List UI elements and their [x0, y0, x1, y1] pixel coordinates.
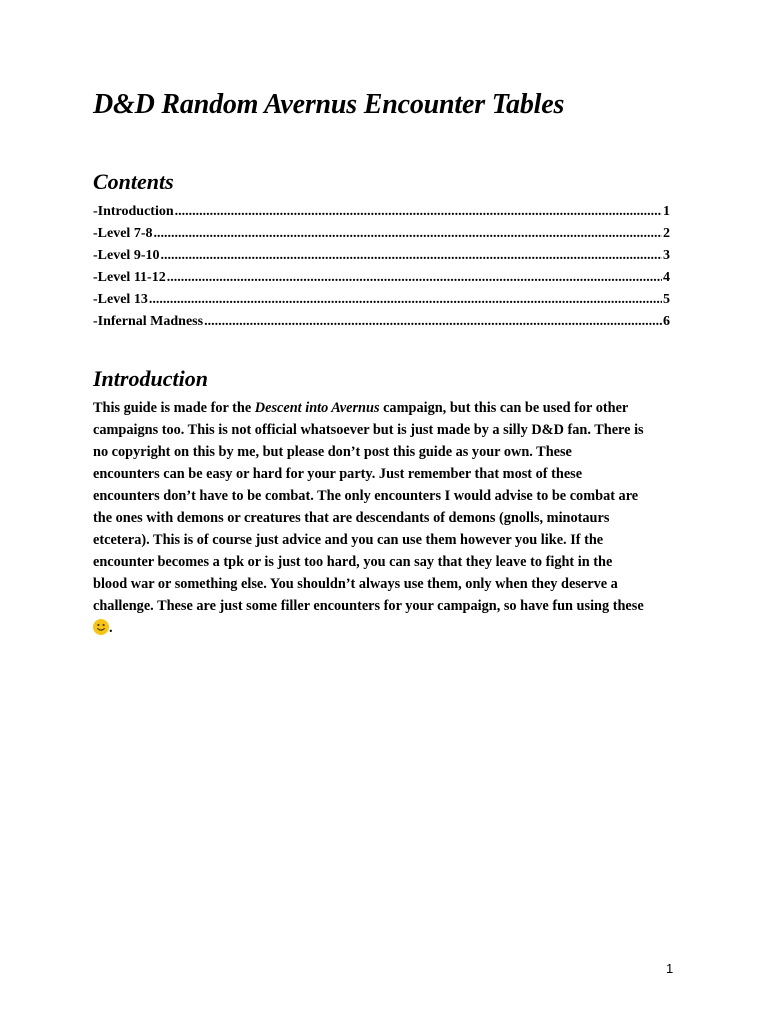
- introduction-heading: Introduction: [93, 366, 208, 391]
- toc-item-page: 3: [663, 248, 670, 263]
- paragraph-text: campaign, but this can be used for other: [379, 400, 629, 416]
- paragraph-line: blood war or something else. You shouldn’t always use them, only when they deserve a: [93, 576, 618, 592]
- paragraph-line-final: [93, 617, 683, 639]
- document-title: D&D Random Avernus Encounter Tables: [93, 89, 565, 120]
- toc-item-label: -Level 11-12: [93, 270, 166, 285]
- toc-item-infernal-madness[interactable]: [93, 311, 670, 333]
- toc-dot-leader: [153, 223, 662, 245]
- paragraph-line: challenge. These are just some filler encounters for your campaign, so have fun using these: [93, 598, 644, 614]
- toc-item-page: 6: [663, 314, 670, 329]
- toc-item-level-13[interactable]: [93, 289, 670, 311]
- toc-dot-leader: [204, 311, 662, 333]
- toc-item-page: 1: [663, 204, 670, 219]
- slightly-smiling-face-icon: [93, 619, 109, 635]
- toc-item-label: -Level 9-10: [93, 248, 160, 263]
- toc-item-level-9-10[interactable]: [93, 245, 670, 267]
- paragraph-line: encounter becomes a tpk or is just too hard, you can say that they leave to fight in the: [93, 554, 613, 570]
- toc-dot-leader: [167, 267, 662, 289]
- toc-item-page: 5: [663, 292, 670, 307]
- paragraph-line: no copyright on this by me, but please don’t post this guide as your own. These: [93, 444, 572, 460]
- paragraph-text: This guide is made for the: [93, 400, 255, 416]
- toc-item-label: -Introduction: [93, 204, 174, 219]
- toc-item-level-7-8[interactable]: [93, 223, 670, 245]
- paragraph-line: encounters don’t have to be combat. The only encounters I would advise to be combat are: [93, 488, 639, 504]
- table-of-contents: [93, 201, 670, 333]
- page-number: 1: [666, 961, 674, 976]
- toc-item-page: 2: [663, 226, 670, 241]
- toc-item-level-11-12[interactable]: [93, 267, 670, 289]
- toc-dot-leader: [160, 245, 662, 267]
- paragraph-line: encounters can be easy or hard for your party. Just remember that most of these: [93, 466, 583, 482]
- toc-item-label: -Infernal Madness: [93, 314, 204, 329]
- introduction-paragraph: [93, 397, 683, 639]
- toc-item-introduction[interactable]: [93, 201, 670, 223]
- toc-item-label: -Level 7-8: [93, 226, 153, 241]
- paragraph-text: .: [109, 620, 113, 636]
- paragraph-line: [93, 397, 683, 419]
- paragraph-line: etcetera). This is of course just advice and you can use them however you like. If the: [93, 532, 604, 548]
- campaign-name: Descent into Avernus: [254, 400, 380, 416]
- paragraph-line: campaigns too. This is not official whatsoever but is just made by a silly D&D fan. There is: [93, 422, 644, 438]
- toc-item-page: 4: [663, 270, 670, 285]
- toc-dot-leader: [149, 289, 662, 311]
- toc-dot-leader: [175, 201, 662, 223]
- paragraph-line: the ones with demons or creatures that are descendants of demons (gnolls, minotaurs: [93, 510, 610, 526]
- contents-heading: Contents: [93, 169, 174, 194]
- toc-item-label: -Level 13: [93, 292, 148, 307]
